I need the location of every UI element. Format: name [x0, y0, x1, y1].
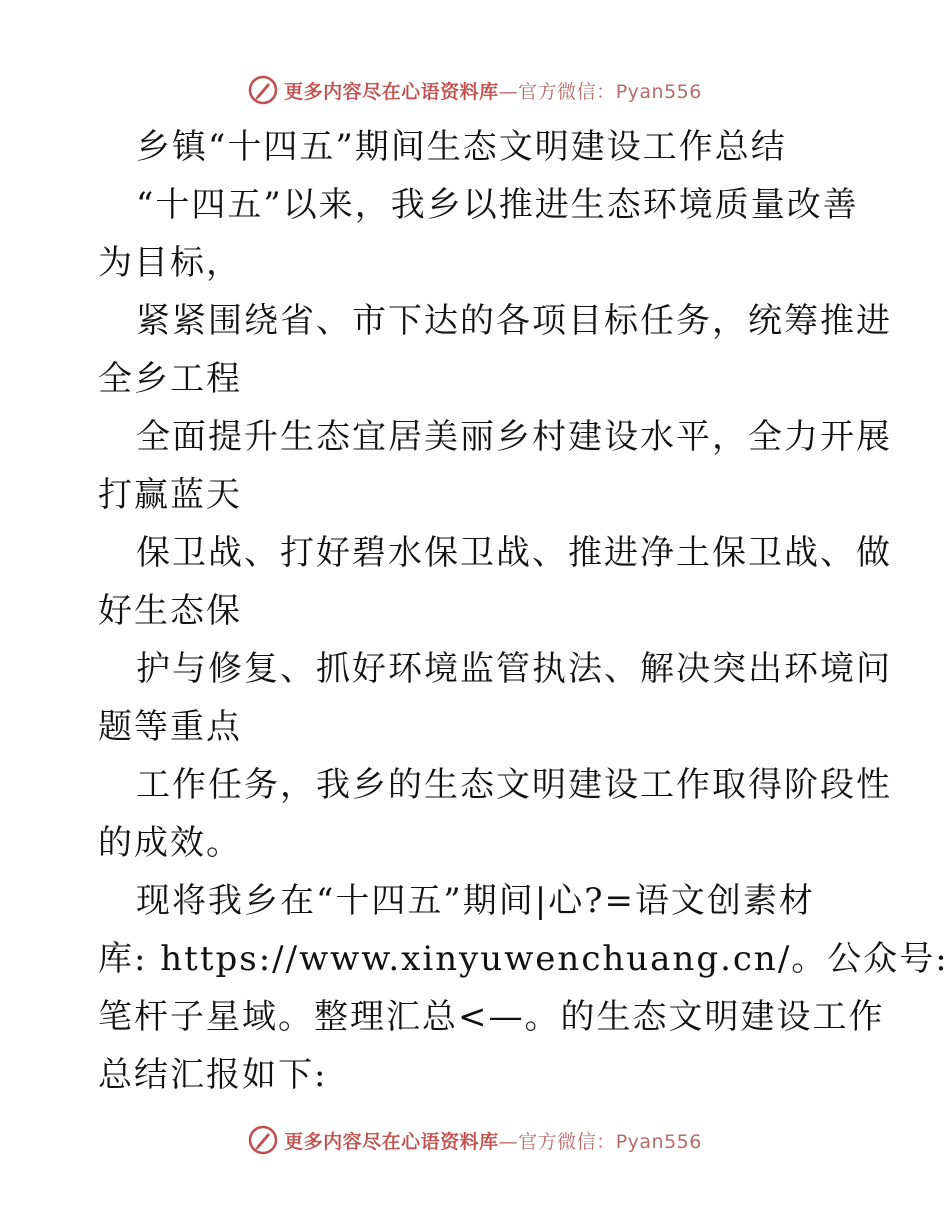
quill-logo-icon	[248, 1125, 278, 1155]
watermark-text	[284, 1127, 702, 1154]
document-line: 题等重点	[98, 707, 242, 747]
footer-watermark	[0, 1122, 950, 1158]
watermark-contact-label: 官方微信：	[518, 80, 616, 103]
document-line: 总结汇报如下:	[98, 1055, 328, 1095]
document-line: 笔杆子星域。整理汇总<—。的生态文明建设工作	[98, 997, 885, 1037]
document-line: 现将我乡在“十四五”期间|心?=语文创素材	[136, 881, 815, 921]
document-line: 护与修复、抓好环境监管执法、解决突出环境问	[136, 649, 892, 689]
document-line: 好生态保	[98, 591, 242, 631]
document-line: 为目标，	[98, 243, 242, 283]
watermark-contact-label: 官方微信：	[518, 1130, 616, 1153]
watermark-text	[284, 77, 702, 104]
document-line: 全乡工程	[98, 359, 242, 399]
document-line: 打赢蓝天	[98, 475, 242, 515]
document-line: 库: https://www.xinyuwenchuang.cn/。公众号:	[98, 939, 949, 979]
document-line: 全面提升生态宜居美丽乡村建设水平，全力开展	[136, 417, 892, 457]
document-line: “十四五”以来，我乡以推进生态环境质量改善	[136, 185, 859, 225]
header-watermark	[0, 72, 950, 108]
quill-logo-icon	[248, 75, 278, 105]
watermark-dash: —	[498, 80, 519, 103]
document-line: 工作任务，我乡的生态文明建设工作取得阶段性	[136, 765, 892, 805]
document-title: 乡镇“十四五”期间生态文明建设工作总结	[136, 127, 787, 167]
watermark-brand: 更多内容尽在心语资料库	[284, 1130, 499, 1153]
watermark-brand: 更多内容尽在心语资料库	[284, 80, 499, 103]
document-line: 紧紧围绕省、市下达的各项目标任务，统筹推进	[136, 301, 892, 341]
document-line: 保卫战、打好碧水保卫战、推进净土保卫战、做	[136, 533, 892, 573]
document-body	[98, 118, 949, 1104]
watermark-contact-id: Pyan556	[615, 1130, 702, 1153]
watermark-dash: —	[498, 1130, 519, 1153]
watermark-contact-id: Pyan556	[615, 80, 702, 103]
document-line: 的成效。	[98, 823, 242, 863]
